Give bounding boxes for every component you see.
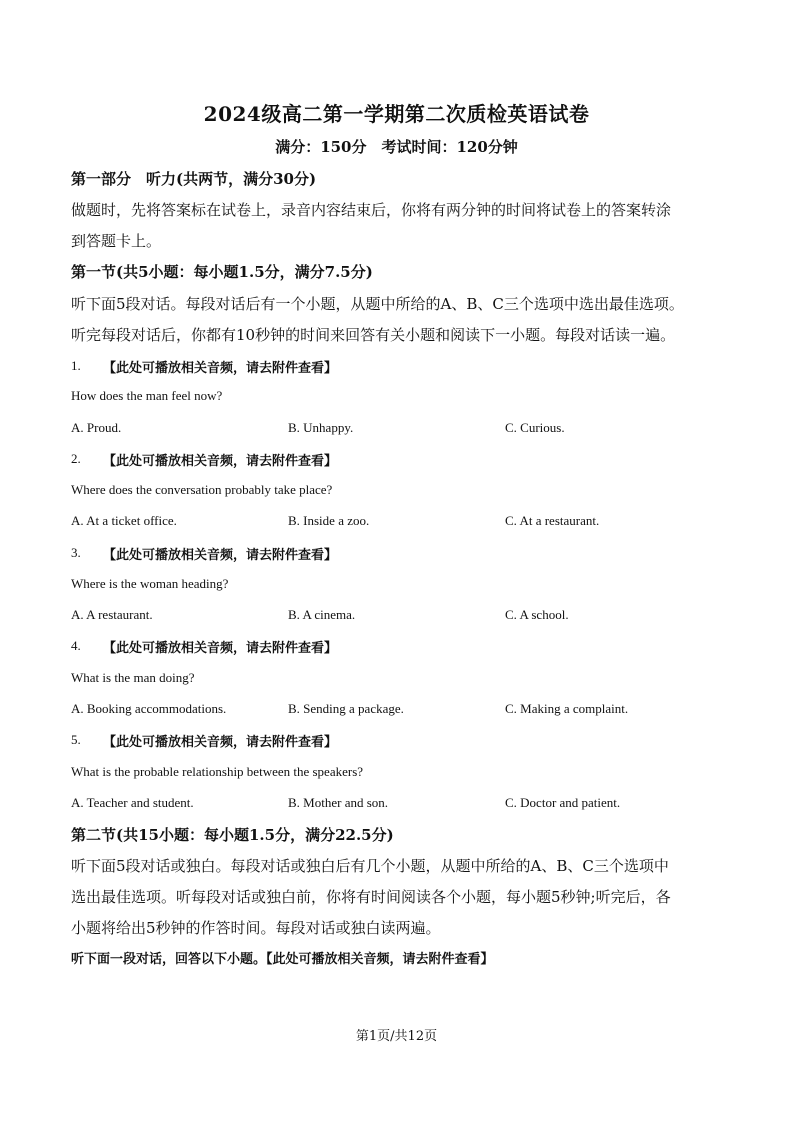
option-c[interactable]: C. Doctor and patient. — [505, 795, 621, 810]
exam-info: 满分：150分 考试时间：120分钟 — [275, 138, 518, 156]
option-b[interactable]: B. A cinema. — [288, 607, 356, 622]
option-a[interactable]: A. Booking accommodations. — [71, 701, 227, 716]
question-stem: Where does the conversation probably take place? — [71, 482, 333, 497]
section2-instructions-line1: 听下面5段对话或独白。每段对话或独白后有几个小题，从题中所给的A、B、C三个选项中 — [71, 857, 669, 875]
option-c[interactable]: C. Making a complaint. — [505, 701, 629, 716]
option-a[interactable]: A. Teacher and student. — [71, 795, 194, 810]
option-b[interactable]: B. Mother and son. — [288, 795, 389, 810]
section2-instructions-line3: 小题将给出5秒钟的作答时间。每段对话或独白读两遍。 — [71, 919, 441, 937]
question-stem: Where is the woman heading? — [71, 576, 229, 591]
page-title: 2024级高二第一学期第二次质检英语试卷 — [203, 102, 590, 126]
question-number: 1. — [71, 358, 81, 373]
question-number: 3. — [71, 545, 81, 560]
option-b[interactable]: B. Inside a zoo. — [288, 513, 370, 528]
section2-heading: 第二节(共15小题：每小题1.5分，满分22.5分) — [71, 826, 394, 844]
question-stem: How does the man feel now? — [71, 388, 223, 403]
question-stem: What is the man doing? — [71, 670, 195, 685]
audio-placeholder[interactable]: 【此处可播放相关音频，请去附件查看】 — [103, 641, 338, 656]
audio-placeholder[interactable]: 【此处可播放相关音频，请去附件查看】 — [103, 735, 338, 750]
option-a[interactable]: A. A restaurant. — [71, 607, 153, 622]
option-a[interactable]: A. Proud. — [71, 420, 122, 435]
option-a[interactable]: A. At a ticket office. — [71, 513, 177, 528]
audio-placeholder[interactable]: 【此处可播放相关音频，请去附件查看】 — [103, 548, 338, 563]
audio-placeholder[interactable]: 【此处可播放相关音频，请去附件查看】 — [103, 454, 338, 469]
section1-heading: 第一节(共5小题：每小题1.5分，满分7.5分) — [71, 263, 373, 281]
option-c[interactable]: C. Curious. — [505, 420, 565, 435]
part1-instructions-line2: 到答题卡上。 — [71, 232, 162, 250]
section1-instructions-line2: 听完每段对话后，你都有10秒钟的时间来回答有关小题和阅读下一小题。每段对话读一遍。 — [71, 326, 676, 344]
section1-instructions-line1: 听下面5段对话。每段对话后有一个小题，从题中所给的A、B、C三个选项中选出最佳选项。 — [71, 295, 684, 313]
option-c[interactable]: C. A school. — [505, 607, 569, 622]
section2-instructions-line2: 选出最佳选项。听每段对话或独白前，你将有时间阅读各个小题，每小题5秒钟;听完后，各 — [71, 888, 671, 906]
part1-heading: 第一部分 听力(共两节，满分30分) — [71, 170, 317, 188]
option-b[interactable]: B. Unhappy. — [288, 420, 354, 435]
question-number: 5. — [71, 732, 81, 747]
dialogue-intro[interactable]: 听下面一段对话，回答以下小题。【此处可播放相关音频，请去附件查看】 — [71, 952, 494, 967]
audio-placeholder[interactable]: 【此处可播放相关音频，请去附件查看】 — [103, 361, 338, 376]
part1-instructions-line1: 做题时，先将答案标在试卷上，录音内容结束后，你将有两分钟的时间将试卷上的答案转涂 — [71, 201, 672, 219]
question-number: 2. — [71, 451, 81, 466]
question-number: 4. — [71, 638, 81, 653]
page-number: 第1页/共12页 — [355, 1029, 438, 1044]
option-b[interactable]: B. Sending a package. — [288, 701, 404, 716]
question-stem: What is the probable relationship between the speakers? — [71, 764, 364, 779]
option-c[interactable]: C. At a restaurant. — [505, 513, 600, 528]
